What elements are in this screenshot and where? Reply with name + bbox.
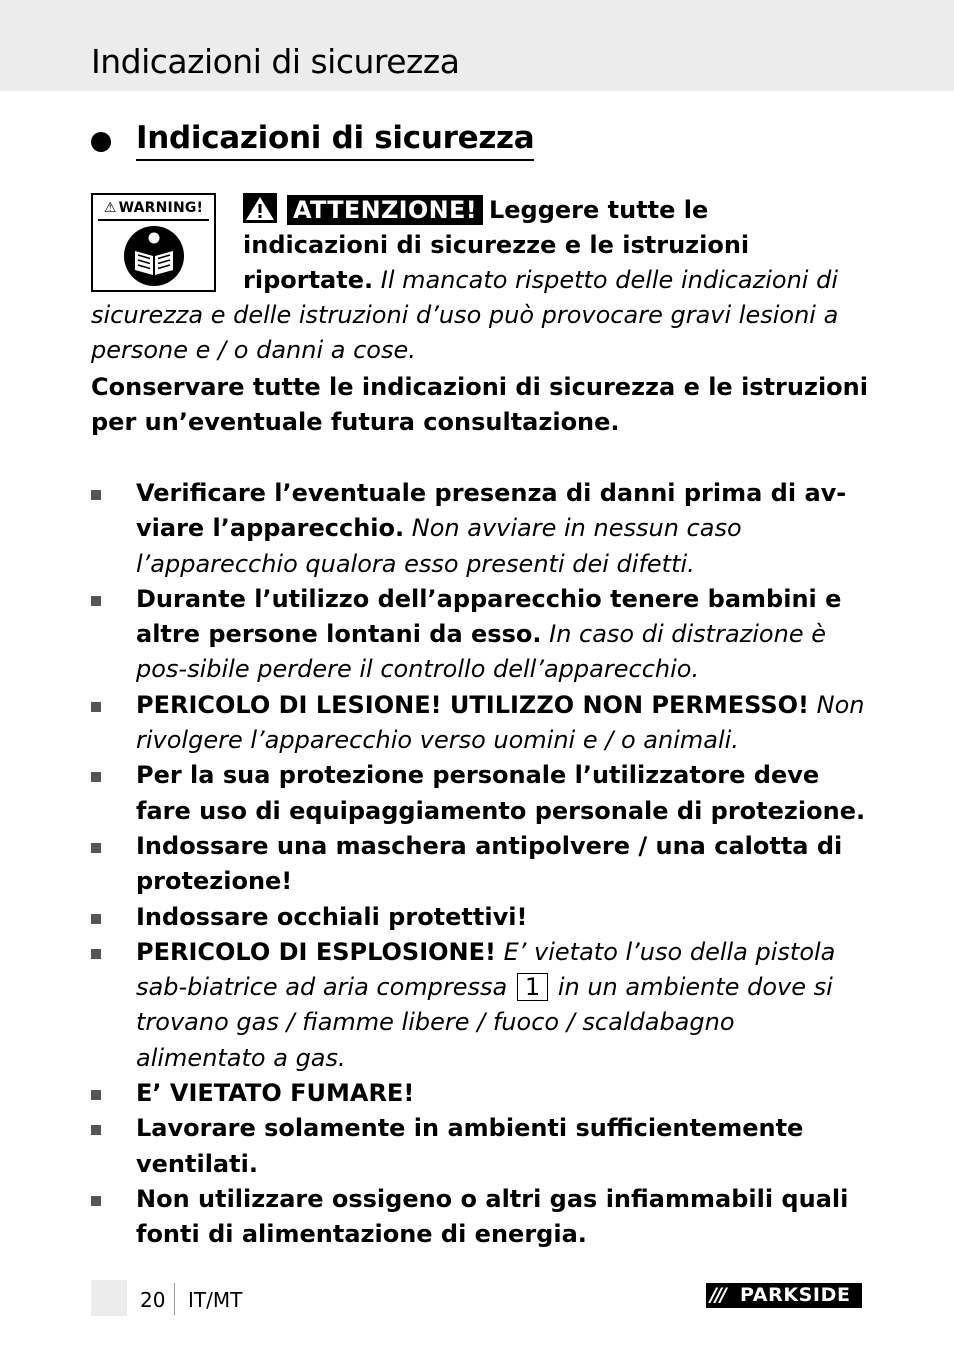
brand-name: PARKSIDE [740, 1284, 851, 1306]
warning-triangle-icon: ⚠ [103, 200, 117, 216]
list-item-bold: Indossare una maschera antipolvere / una calotta di protezione! [136, 831, 843, 896]
list-item [91, 829, 871, 900]
list-item-bold: Verificare l’eventuale presenza di danni prima di av-viare l’apparecchio. [136, 479, 847, 543]
list-item [91, 688, 871, 759]
list-item-italic-after: in un ambiente dove si trovano gas / fiamme libere / fuoco / scaldabagno alimentato a gas. [136, 973, 833, 1072]
bullet-square-icon [91, 596, 101, 606]
list-item-italic: Non rivolgere l’apparecchio verso uomini e / o animali. [136, 690, 865, 755]
list-item-bold: PERICOLO DI ESPLOSIONE! [136, 937, 496, 966]
bullet-square-icon [91, 843, 101, 853]
bullet-square-icon [91, 1196, 101, 1206]
footer-tab-marker [91, 1280, 127, 1316]
attention-triangle-icon [243, 193, 277, 223]
list-item [91, 935, 871, 1076]
list-item [91, 476, 871, 582]
footer-divider [174, 1283, 175, 1315]
list-item-italic: In caso di distrazione è pos-sibile perdere il controllo dell’apparecchio. [136, 620, 826, 684]
intro-bold-text: Leggere tutte le indicazioni di sicurezze e le istruzioni riportate. [243, 196, 750, 294]
bullet-square-icon [91, 1125, 101, 1135]
list-item-italic: Non avviare in nessun caso l’apparecchio qualora esso presenti dei difetti. [136, 514, 742, 578]
list-item-italic: E’ vietato l’uso della pistola sab-biatrice ad aria compressa [136, 937, 836, 1002]
brand-slashes: /// [710, 1284, 725, 1306]
bullet-square-icon [91, 949, 101, 959]
bullet-square-icon [91, 702, 101, 712]
list-item-bold: Per la sua protezione personale l’utilizzatore deve fare uso di equipaggiamento personale di protezione. [136, 761, 866, 825]
list-item-bold: Durante l’utilizzo dell’apparecchio tenere bambini e altre persone lontani da esso. [136, 584, 842, 649]
intro-italic-text: Il mancato rispetto delle indicazioni di sicurezza e delle istruzioni d’uso può provocare gravi lesioni a persone e / o danni a cose. [91, 266, 839, 364]
list-item-bold: Lavorare solamente in ambienti sufficientemente ventilati. [136, 1114, 804, 1178]
list-item [91, 900, 871, 935]
bullet-square-icon [91, 772, 101, 782]
list-item [91, 1182, 871, 1253]
part-reference-badge: 1 [517, 973, 548, 1001]
safety-list [91, 476, 871, 1253]
page-header-title: Indicazioni di sicurezza [91, 42, 460, 81]
list-item-bold: E’ VIETATO FUMARE! [136, 1079, 415, 1108]
intro-float-spacer [91, 193, 243, 293]
section-bullet-icon [91, 132, 111, 152]
section-title: Indicazioni di sicurezza [136, 118, 534, 161]
bullet-square-icon [91, 914, 101, 924]
list-item [91, 1111, 871, 1182]
attention-badge: ATTENZIONE! [287, 195, 483, 225]
list-item-bold: Indossare occhiali protettivi! [136, 902, 528, 931]
intro-paragraph [91, 193, 861, 368]
header-band [0, 0, 954, 91]
list-item [91, 758, 871, 829]
brand-logo [706, 1283, 862, 1308]
language-code: IT/MT [188, 1288, 243, 1312]
bullet-square-icon [91, 1090, 101, 1100]
list-item-bold: PERICOLO DI LESIONE! UTILIZZO NON PERMESSO! [136, 690, 809, 719]
list-item [91, 1076, 871, 1111]
warning-label-text: WARNING! [118, 200, 204, 216]
keep-notice: Conservare tutte le indicazioni di sicurezza e le istruzioni per un’eventuale futura consultazione. [91, 373, 868, 436]
page-number: 20 [140, 1288, 166, 1312]
list-item [91, 582, 871, 688]
bullet-square-icon [91, 490, 101, 500]
list-item-bold: Non utilizzare ossigeno o altri gas infiammabili quali fonti di alimentazione di energia. [136, 1184, 849, 1249]
